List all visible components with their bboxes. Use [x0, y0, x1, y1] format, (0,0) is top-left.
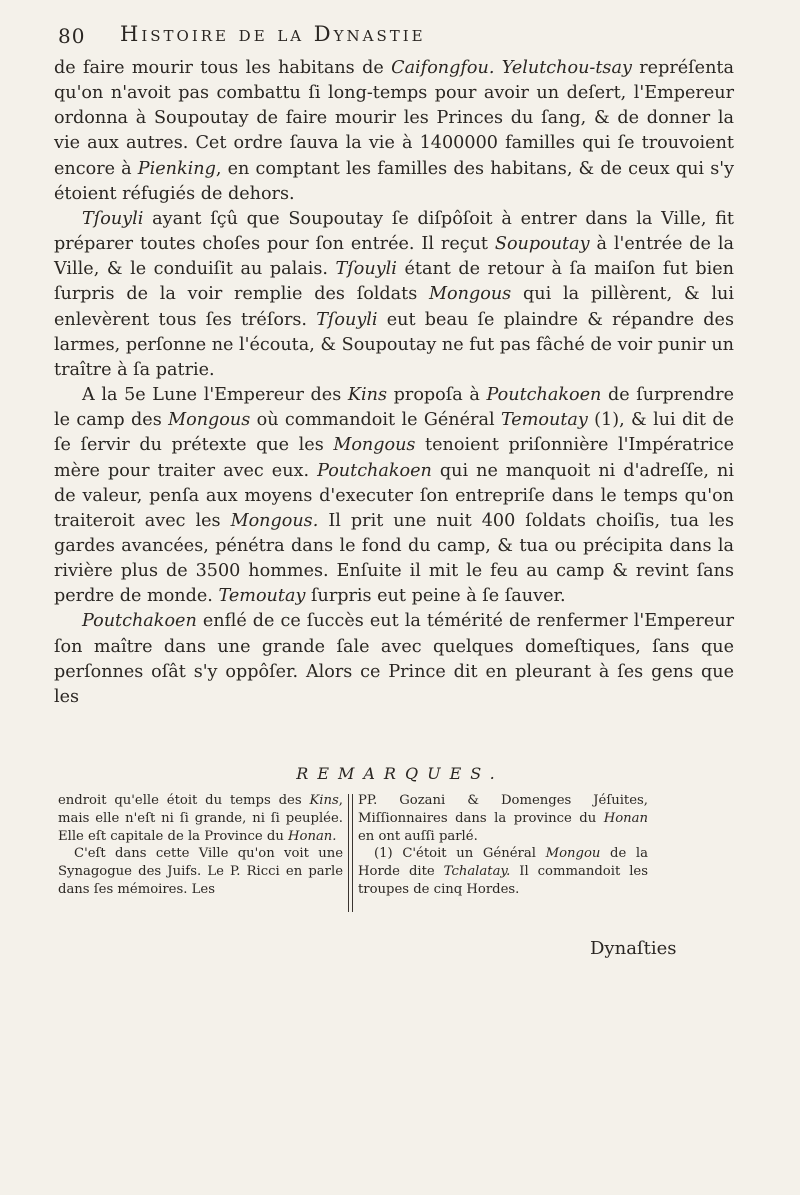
italic-name: Tſouyli — [316, 309, 378, 330]
note-column-right — [358, 792, 648, 899]
italic-name: Kins — [309, 793, 339, 808]
text-run: , en comptant les familles des habitans, & de ceux qui s'y étoient réfugiés de dehors. — [54, 158, 735, 204]
text-run: enflé de ce ſuccès eut la témérité de renfermer l'Empereur ſon maître dans une grande ſale avec quelques domeſtiques, ſans que perſonnes oſât s'y oppôſer. Alors ce Prince dit en pleurant à ſes gens que les — [54, 611, 734, 707]
note-column-left — [58, 792, 343, 899]
text-run: qui la pillèrent, & lui enlevèrent tous ſes tréſors. — [54, 284, 734, 330]
text-run: de la Horde dite — [358, 846, 648, 880]
italic-name: Temoutay — [218, 586, 306, 607]
text-run: en ont auſſi parlé. — [358, 828, 478, 844]
text-run: (1) C'étoit un Général — [374, 846, 546, 862]
text-run: Il prit une nuit 400 ſoldats choiſis, tua les gardes avancées, pénétra dans le fond du camp, & tua ou précipita dans la rivière plus de 3500 hommes. Enſuite il mit le feu au camp & revint ſans perdre de monde. — [54, 510, 735, 607]
italic-name: Mongous — [333, 435, 416, 456]
text-run: à l'entrée de la Ville, & le conduiſit au palais. — [54, 234, 734, 280]
text-run: A la 5e Lune l'Empereur des — [82, 385, 348, 406]
italic-name: Tchalatay. — [443, 864, 511, 880]
italic-name: Honan — [603, 810, 648, 826]
italic-name: Honan. — [288, 828, 337, 844]
note-left-2: C'eſt dans cette Ville qu'on voit une Synagogue des Juifs. Le P. Ricci en parle dans ſes mémoires. Les — [58, 846, 343, 897]
italic-name: Tſouyli — [335, 259, 397, 280]
text-run: de faire mourir tous les habitans de — [54, 58, 392, 78]
italic-name: Kins — [347, 385, 388, 406]
italic-name: Mongous — [429, 284, 512, 305]
running-title: Histoire de la Dynastie — [120, 22, 426, 46]
text-run: de ſurprendre le camp des — [54, 385, 735, 431]
italic-name: Poutchakoen — [82, 611, 197, 632]
page-header — [58, 18, 748, 54]
note-right-1 — [358, 792, 648, 845]
column-rule — [348, 794, 349, 912]
italic-name: Poutchakoen — [486, 385, 602, 406]
italic-name: Mongous. — [230, 510, 319, 531]
text-run: ayant ſçû que Soupoutay ſe diſpôſoit à entrer dans la Ville, fit préparer toutes choſes pour ſon entrée. Il reçut — [54, 208, 734, 255]
italic-name: Mongou — [545, 846, 601, 862]
paragraph-2 — [54, 207, 734, 383]
text-run: repréſenta qu'on n'avoit pas combattu ſi long-temps pour avoir un deſert, l'Empereur ordonna à Soupoutay de faire mourir les Princes du ſang, & de donner la vie aux autres. Cet ordre ſauva la vie à 1400000 familles qui ſe trouvoient encore à — [54, 58, 734, 179]
column-rule — [352, 794, 353, 912]
text-run: tenoient priſonnière l'Impératrice mère pour traiter avec eux. — [54, 435, 734, 481]
text-run: eut beau ſe plaindre & répandre des larmes, perſonne ne l'écouta, & Soupoutay ne fut pas fâché de voir punir un traître à ſa patrie. — [54, 309, 735, 380]
note-left-1 — [58, 792, 343, 845]
italic-name: Caifongfou. Yelutchou-tsay — [391, 58, 632, 78]
note-right-2 — [358, 845, 648, 898]
italic-name: Pienking — [137, 158, 216, 179]
italic-name: Soupoutay — [494, 234, 590, 255]
catchword: Dynaſties — [590, 938, 677, 959]
italic-name: Temoutay — [500, 410, 588, 431]
text-run: , mais elle n'eſt ni ſi grande, ni ſi peuplée. Elle eſt capitale de la Province du — [58, 793, 343, 844]
italic-name: Mongous — [168, 410, 251, 431]
paragraph-1 — [54, 56, 734, 207]
text-run: Il commandoit les troupes de cinq Hordes. — [358, 864, 648, 897]
paragraph-3 — [54, 383, 734, 609]
page-number: 80 — [58, 24, 86, 48]
italic-name: Poutchakoen — [317, 460, 432, 481]
paragraph-4 — [54, 609, 734, 710]
text-run: où commandoit le Général — [250, 410, 501, 431]
text-run: (1), & lui dit de ſe ſervir du prétexte que les — [54, 410, 735, 456]
text-run: endroit qu'elle étoit du temps des — [58, 793, 310, 808]
remarques-heading: REMARQUES. — [296, 764, 504, 783]
text-run: ſurpris eut peine à ſe ſauver. — [305, 586, 566, 607]
italic-name: Tſouyli — [82, 208, 144, 229]
text-run: propoſa à — [387, 385, 487, 406]
text-run: PP. Gozani & Domenges Jéſuites, Miſſionnaires dans la province du — [358, 793, 648, 826]
text-run: étant de retour à ſa maiſon fut bien ſurpris de la voir remplie des ſoldats — [54, 259, 734, 305]
main-text — [54, 56, 734, 710]
text-run: qui ne manquoit ni d'adreſſe, ni de valeur, penſa aux moyens d'executer ſon entrepriſe dans le temps qu'on traiteroit avec les — [54, 460, 734, 531]
